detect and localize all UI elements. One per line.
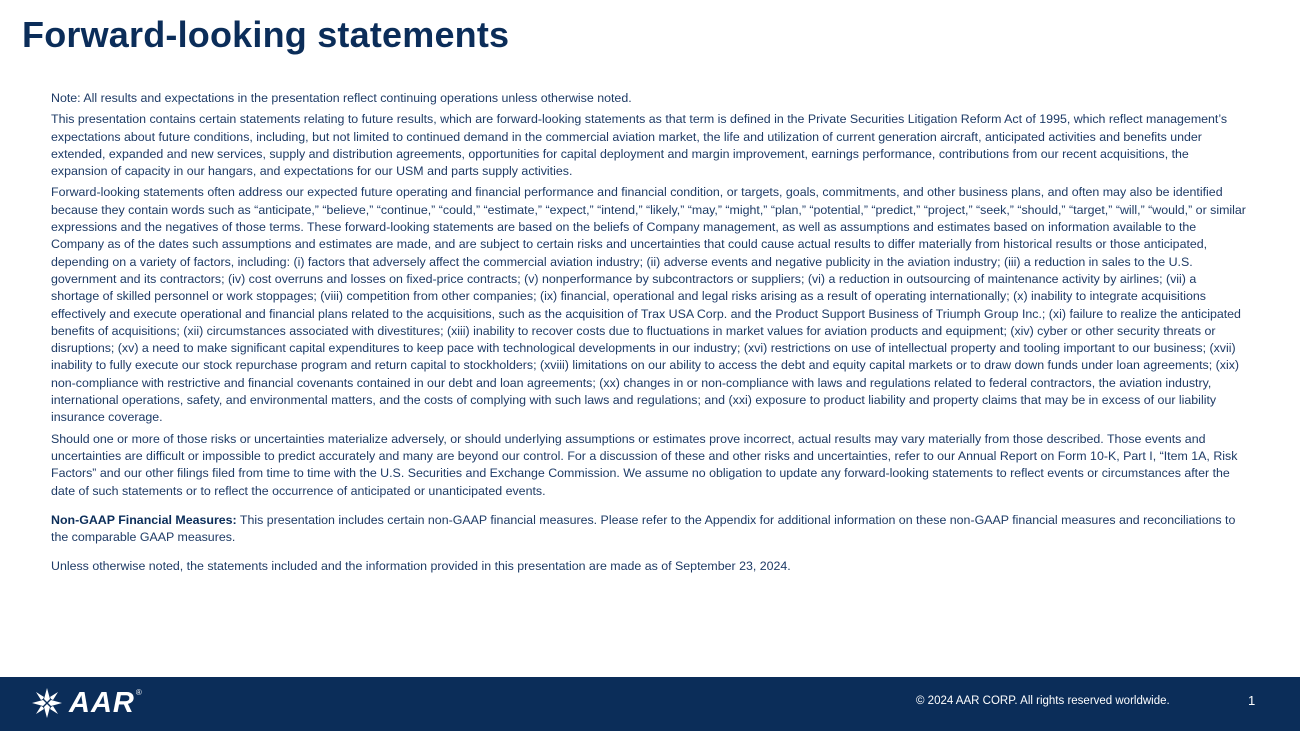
non-gaap-heading: Non-GAAP Financial Measures: [51, 512, 237, 527]
non-gaap-paragraph [51, 512, 1246, 547]
aar-logo [31, 686, 142, 720]
note-text: Note: All results and expectations in the presentation reflect continuing operations unless otherwise noted. [51, 91, 632, 105]
registered-mark: ® [135, 688, 142, 697]
aar-star-icon [31, 687, 63, 719]
closing-statement: Unless otherwise noted, the statements included and the information provided in this presentation are made as of September 23, 2024. [51, 559, 791, 574]
paragraph-risk-factors: Forward-looking statements often address our expected future operating and financial performance and financial condition, or targets, goals, commitments, and other business plans, and often may also be identified because they contain words such as “anticipate,” “believe,” “continue,” “could,” “estimate,” “expect,” “intend,” “likely,” “may,” “might,” “plan,” “potential,” “predict,” “project,” “seek,” “should,” “target,” “will,” “would,” or similar expressions and the negatives of those terms. These forward-looking statements are based on the beliefs of Company management, as well as assumptions and estimates based on information available to the Company as of the dates such assumptions and estimates are made, and are subject to certain risks and uncertainties that could cause actual results to differ materially from historical results or those anticipated, depending on a variety of factors, including: (i) factors that adversely affect the commercial aviation industry; (ii) adverse events and negative publicity in the aviation industry; (iii) a reduction in sales to the U.S. government and its contractors; (iv) cost overruns and losses on fixed-price contracts; (v) nonperformance by subcontractors or suppliers; (vi) a reduction in outsourcing of maintenance activity by airlines; (vii) a shortage of skilled personnel or work stoppages; (viii) competition from other companies; (ix) financial, operational and legal risks arising as a result of operating internationally; (x) inability to integrate acquisitions effectively and execute operational and financial plans related to the acquisitions, such as the acquisition of Trax USA Corp. and the Product Support Business of Triumph Group Inc.; (xi) failure to realize the anticipated benefits of acquisitions; (xii) circumstances associated with divestitures; (xiii) inability to recover costs due to fluctuations in market values for aviation products and equipment; (xiv) cyber or other security threats or disruptions; (xv) a need to make significant capital expenditures to keep pace with technological developments in our industry; (xvi) restrictions on use of intellectual property and tooling important to our business; (xvii) inability to fully execute our stock repurchase program and return capital to stockholders; (xviii) limitations on our ability to access the debt and equity capital markets or to draw down funds under loan agreements; (xix) non-compliance with restrictive and financial covenants contained in our debt and loan agreements; (xx) changes in or non-compliance with laws and regulations related to federal contractors, the aviation industry, international operations, safety, and environmental matters, and the costs of complying with such laws and regulations; and (xxi) exposure to product liability and property claims that may be in excess of our liability insurance coverage. [51, 185, 1246, 425]
page-number: 1 [1248, 693, 1256, 708]
paragraph-forward-looking-intro: This presentation contains certain statements relating to future results, which are forward-looking statements as that term is defined in the Private Securities Litigation Reform Act of 1995, which reflect management’s expectations about future conditions, including, but not limited to continued demand in the commercial aviation market, the life and utilization of current generation aircraft, anticipated activities and benefits under extended, expanded and new services, supply and distribution agreements, opportunities for capital deployment and margin improvement, earnings performance, contributions from our recent acquisitions, the expansion of capacity in our hangars, and expectations for our USM and parts supply activities. [51, 112, 1228, 179]
logo-wordmark: AAR [69, 686, 135, 719]
slide-body [51, 90, 1246, 580]
slide-title: Forward-looking statements [22, 14, 510, 55]
copyright-text: © 2024 AAR CORP. All rights reserved worldwide. [916, 695, 1170, 707]
footer-bar [0, 677, 1300, 731]
paragraph-risk-disclaimer: Should one or more of those risks or uncertainties materialize adversely, or should underlying assumptions or estimates prove incorrect, actual results may vary materially from those described. Those events and uncertainties are difficult or impossible to predict accurately and many are beyond our control. For a discussion of these and other risks and uncertainties, refer to our Annual Report on Form 10-K, Part I, “Item 1A, Risk Factors” and our other filings filed from time to time with the U.S. Securities and Exchange Commission. We assume no obligation to update any forward-looking statements to reflect events or circumstances after the date of such statements or to reflect the occurrence of anticipated or unanticipated events. [51, 431, 1238, 498]
non-gaap-text: This presentation includes certain non-GAAP financial measures. Please refer to the Appendix for additional information on these non-GAAP financial measures and reconciliations to the comparable GAAP measures. [51, 512, 1236, 545]
